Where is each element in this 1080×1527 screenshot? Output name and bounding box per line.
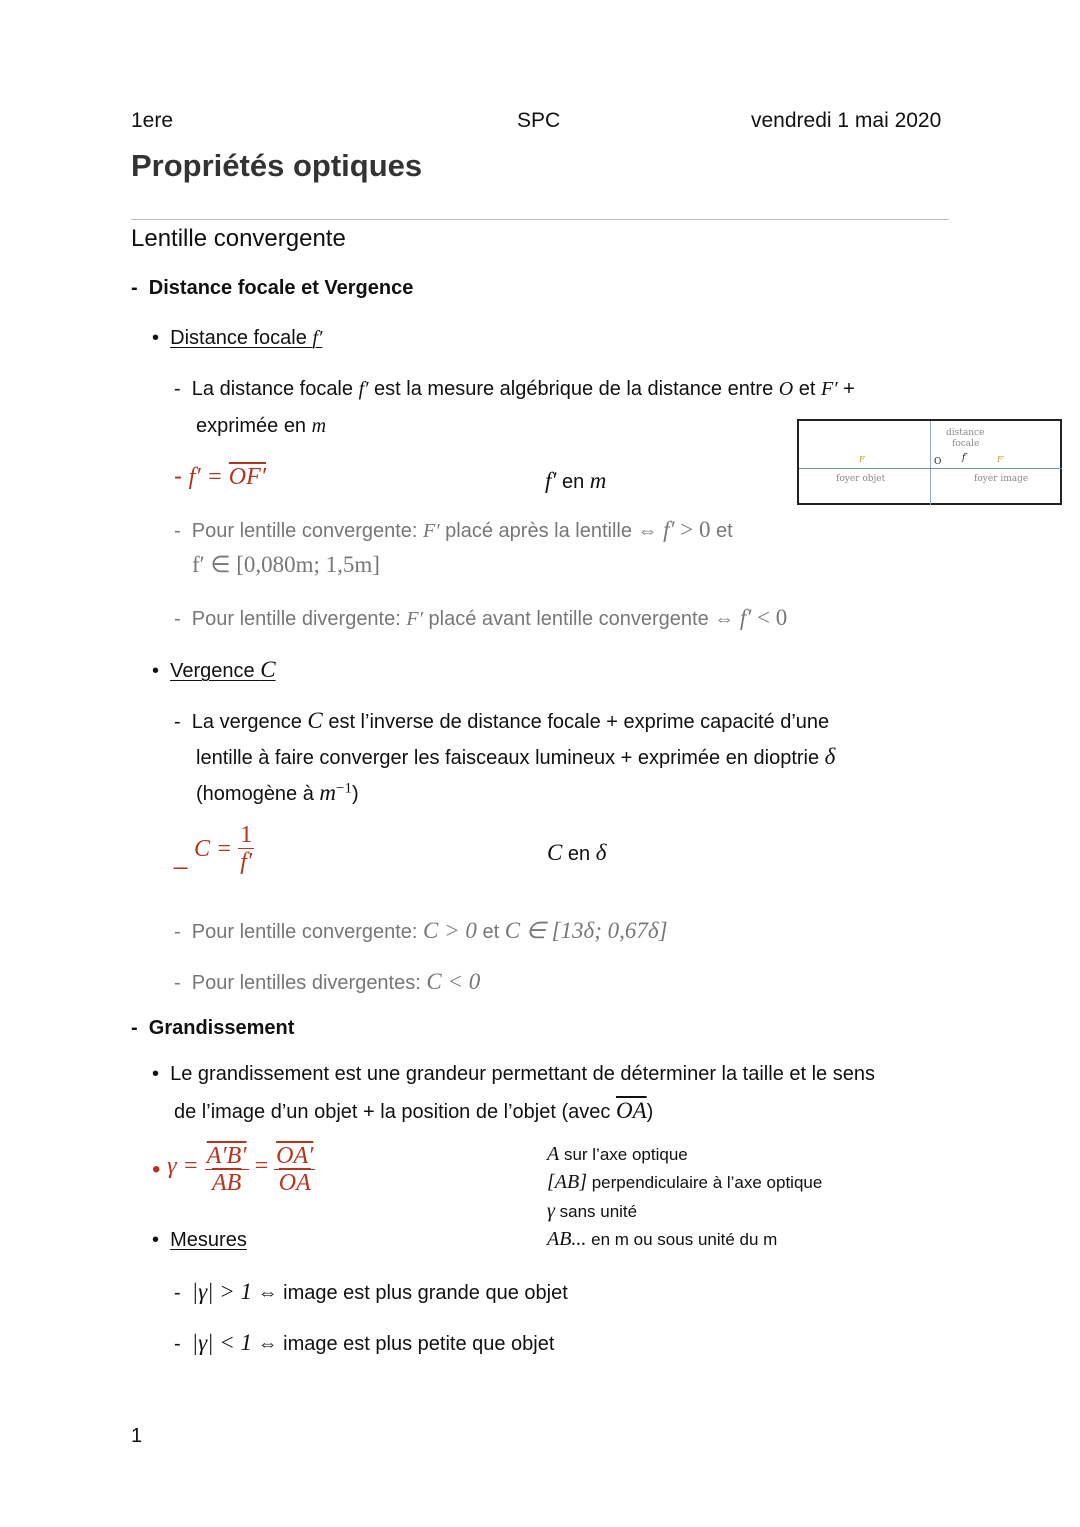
text: exprimée en	[196, 415, 312, 437]
note-ab	[547, 1171, 822, 1194]
math: C	[307, 708, 323, 733]
math: AB...	[547, 1228, 587, 1250]
optical-axis	[799, 468, 1062, 469]
math: m	[311, 415, 327, 437]
math: −1	[336, 780, 353, 797]
measure-smaller	[174, 1330, 554, 1356]
vergence-formula	[174, 822, 254, 877]
vergence-definition-line2	[196, 744, 835, 770]
text: placé après la lentille ⇔	[439, 520, 664, 542]
part2-heading	[131, 1017, 294, 1040]
dash-bullet: -	[131, 277, 149, 299]
math: m	[589, 468, 607, 493]
text: +	[837, 378, 855, 400]
math: F′	[406, 608, 423, 630]
dot-bullet: •	[152, 660, 171, 682]
vergence-heading	[152, 657, 276, 683]
math: f′	[358, 378, 369, 400]
focal-heading	[152, 327, 322, 350]
measures-heading	[152, 1229, 247, 1252]
page-number: 1	[131, 1425, 143, 1447]
math: $\overline{OA}$	[615, 1098, 647, 1123]
math: F′	[423, 520, 440, 542]
text: lentille à faire converger les faisceaux lumineux + exprimée en dioptrie	[196, 747, 825, 769]
vergence-divergent	[174, 969, 480, 995]
diagram-f-prime-point: F′	[997, 455, 1005, 464]
diagram-label-focale: focale	[952, 439, 980, 449]
denominator: f′	[240, 849, 253, 876]
focal-heading-math: f′	[312, 327, 323, 349]
text: Pour lentille divergente:	[191, 608, 407, 630]
header-date: vendredi 1 mai 2020	[751, 109, 942, 132]
note-gamma	[547, 1200, 637, 1223]
dot-bullet: •	[152, 1063, 171, 1085]
diagram-foyer-objet: foyer objet	[836, 474, 886, 484]
math: f′	[739, 605, 752, 630]
focal-formula	[174, 463, 266, 491]
numerator: A′B′	[206, 1143, 247, 1169]
numerator: 1	[240, 822, 253, 848]
math: f′	[663, 517, 675, 542]
focal-convergent-range: f′ ∈ [0,080m; 1,5m]	[192, 552, 380, 577]
math: |γ| > 1	[191, 1279, 253, 1304]
formula-lhs: f′ =	[188, 464, 229, 490]
dash-bullet: -	[174, 608, 192, 630]
title-divider	[131, 219, 949, 220]
dash-bullet: -	[174, 1333, 192, 1355]
text: en	[562, 843, 596, 865]
note-units	[547, 1228, 777, 1251]
math: C	[547, 840, 563, 865]
diagram-o: O	[934, 457, 942, 467]
part2-heading-text: Grandissement	[148, 1017, 295, 1039]
math: δ	[595, 840, 607, 865]
text: perpendiculaire à l’axe optique	[587, 1173, 823, 1192]
note-a	[547, 1143, 688, 1166]
math: C < 0	[426, 969, 481, 994]
text: La distance focale	[191, 378, 359, 400]
text: Pour lentille convergente:	[191, 921, 424, 943]
text: de l’image d’un objet + la position de l’objet (avec	[174, 1101, 616, 1123]
text: est l’inverse de distance focale + exprime capacité d’une	[322, 711, 830, 733]
dot-bullet: •	[152, 1229, 171, 1251]
math: A	[547, 1143, 560, 1165]
vergence-definition-line3	[196, 780, 359, 806]
measures-heading-text: Mesures	[170, 1229, 247, 1251]
fraction-oa	[274, 1143, 315, 1198]
math: [AB]	[547, 1171, 587, 1193]
dash-bullet: -	[174, 520, 192, 542]
part1-heading	[131, 277, 413, 300]
measure-greater	[174, 1279, 568, 1305]
dash-bullet: _	[174, 842, 195, 870]
text: sans unité	[554, 1202, 638, 1221]
fraction-ab	[205, 1143, 249, 1198]
text: Pour lentilles divergentes:	[191, 972, 427, 994]
math: C ∈ [13δ; 0,67δ]	[504, 918, 668, 943]
formula-fraction	[238, 822, 254, 877]
dash-bullet: -	[174, 1282, 192, 1304]
dash-bullet: -	[174, 463, 189, 490]
page-title: Propriétés optiques	[131, 148, 423, 183]
focal-definition-line2	[196, 415, 326, 438]
math: δ	[824, 744, 836, 769]
focal-unit	[545, 468, 606, 494]
dash-bullet: -	[174, 972, 192, 994]
focal-definition-line1	[174, 378, 855, 401]
vergence-heading-math: C	[260, 657, 276, 682]
text: en	[556, 471, 590, 493]
math: O	[778, 378, 794, 400]
focal-heading-text: Distance focale	[170, 327, 313, 349]
denominator: OA	[278, 1170, 311, 1197]
dash-bullet: -	[174, 921, 192, 943]
text: (homogène à	[196, 783, 320, 805]
vergence-heading-text: Vergence	[170, 660, 261, 682]
math: F′	[821, 378, 838, 400]
lens-line	[930, 421, 931, 505]
text: La vergence	[191, 711, 308, 733]
equals: =	[248, 1152, 275, 1179]
formula-gamma: γ =	[167, 1152, 205, 1179]
text: et	[710, 520, 733, 542]
magnification-formula	[152, 1143, 315, 1198]
vergence-unit	[547, 840, 606, 866]
text: sur l’axe optique	[559, 1145, 688, 1164]
text: placé avant lentille convergente ⇔	[422, 608, 740, 630]
text: ⇔ image est plus grande que objet	[252, 1282, 568, 1304]
math: > 0	[674, 517, 711, 542]
diagram-f-prime: f′	[962, 453, 968, 463]
math: f′	[545, 468, 557, 493]
header-subject: SPC	[517, 109, 561, 132]
part1-heading-text: Distance focale et Vergence	[148, 277, 414, 299]
lens-diagram	[797, 419, 1062, 505]
text: et	[793, 378, 821, 400]
text: )	[352, 783, 359, 805]
formula-rhs: OF′	[228, 464, 267, 490]
math: |γ| < 1	[191, 1330, 253, 1355]
formula-lhs: C =	[194, 835, 239, 862]
diagram-label-distance: distance	[946, 428, 985, 438]
text: est la mesure algébrique de la distance entre	[368, 378, 779, 400]
magnification-definition-line2	[174, 1098, 653, 1124]
vergence-convergent	[174, 918, 668, 944]
magnification-definition-line1	[152, 1063, 875, 1086]
dot-bullet: •	[152, 1155, 168, 1183]
text: et	[476, 921, 505, 943]
text: Le grandissement est une grandeur permettant de déterminer la taille et le sens	[170, 1063, 875, 1085]
math: γ	[547, 1200, 555, 1222]
text: Pour lentille convergente:	[191, 520, 424, 542]
math: m	[319, 780, 337, 805]
math: C > 0	[423, 918, 477, 943]
focal-convergent-line1	[174, 517, 733, 543]
header-class: 1ere	[131, 109, 174, 132]
dot-bullet: •	[152, 327, 171, 349]
dash-bullet: -	[174, 711, 192, 733]
focal-divergent	[174, 605, 787, 631]
denominator: AB	[211, 1170, 242, 1197]
text: en m ou sous unité du m	[586, 1230, 778, 1249]
numerator: OA′	[276, 1143, 314, 1169]
vergence-definition-line1	[174, 708, 829, 734]
math: < 0	[751, 605, 788, 630]
dash-bullet: -	[131, 1017, 149, 1039]
diagram-foyer-image: foyer image	[974, 474, 1029, 484]
text: ⇔ image est plus petite que objet	[252, 1333, 555, 1355]
dash-bullet: -	[174, 378, 192, 400]
section-title: Lentille convergente	[131, 225, 346, 252]
text: )	[646, 1101, 654, 1123]
diagram-f-point: F	[859, 455, 865, 464]
